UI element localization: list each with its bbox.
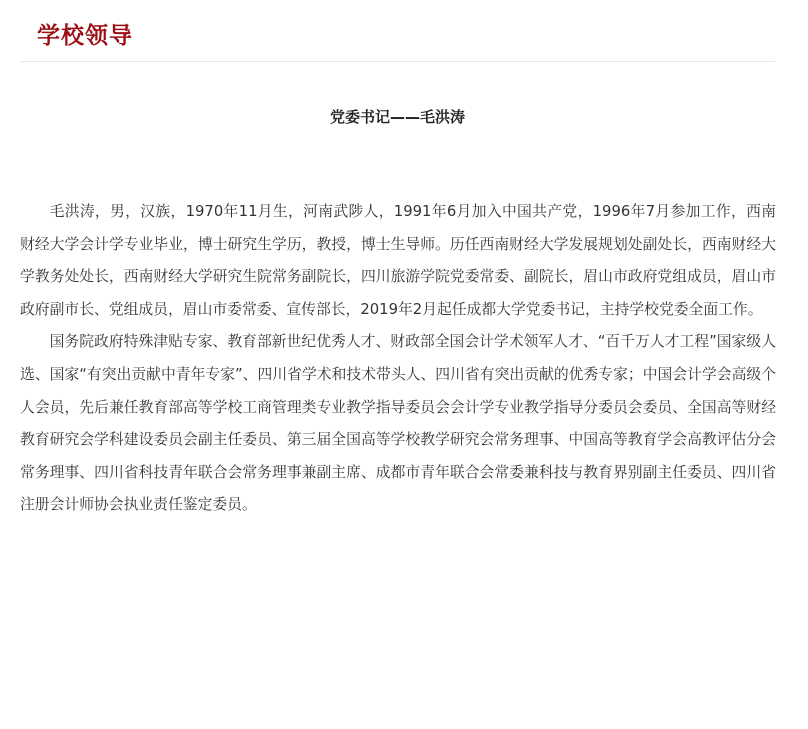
article-paragraph-biography: 毛洪涛，男，汉族，1970年11月生，河南武陟人，1991年6月加入中国共产党，1996年7月参加工作，西南财经大学会计学专业毕业，博士研究生学历，教授，博士生导师。历任西南财经大学发展规划处副处长，西南财经大学教务处处长，西南财经大学研究生院常务副院长，四川旅游学院党委常委、副院长，眉山市政府党组成员，眉山市政府副市长、党组成员，眉山市委常委、宣传部长，2019年2月起任成都大学党委书记，主持学校党委全面工作。: [20, 203, 776, 318]
section-title: 学校领导: [37, 23, 133, 49]
article-title: 党委书记——毛洪涛: [329, 108, 465, 126]
section-header: [20, 14, 775, 62]
article-body: [20, 196, 776, 522]
article-paragraph-honors: 国务院政府特殊津贴专家、教育部新世纪优秀人才、财政部全国会计学术领军人才、“百千万人才工程”国家级人选、国家“有突出贡献中青年专家”、四川省学术和技术带头人、四川省有突出贡献的优秀专家；中国会计学会高级个人会员，先后兼任教育部高等学校工商管理类专业教学指导委员会会计学专业教学指导分委员会委员、全国高等财经教育研究会学科建设委员会副主任委员、第三届全国高等学校教学研究会常务理事、中国高等教育学会高教评估分会常务理事、四川省科技青年联合会常务理事兼副主席、成都市青年联合会常委兼科技与教育界别副主任委员、四川省注册会计师协会执业责任鉴定委员。: [20, 333, 776, 514]
